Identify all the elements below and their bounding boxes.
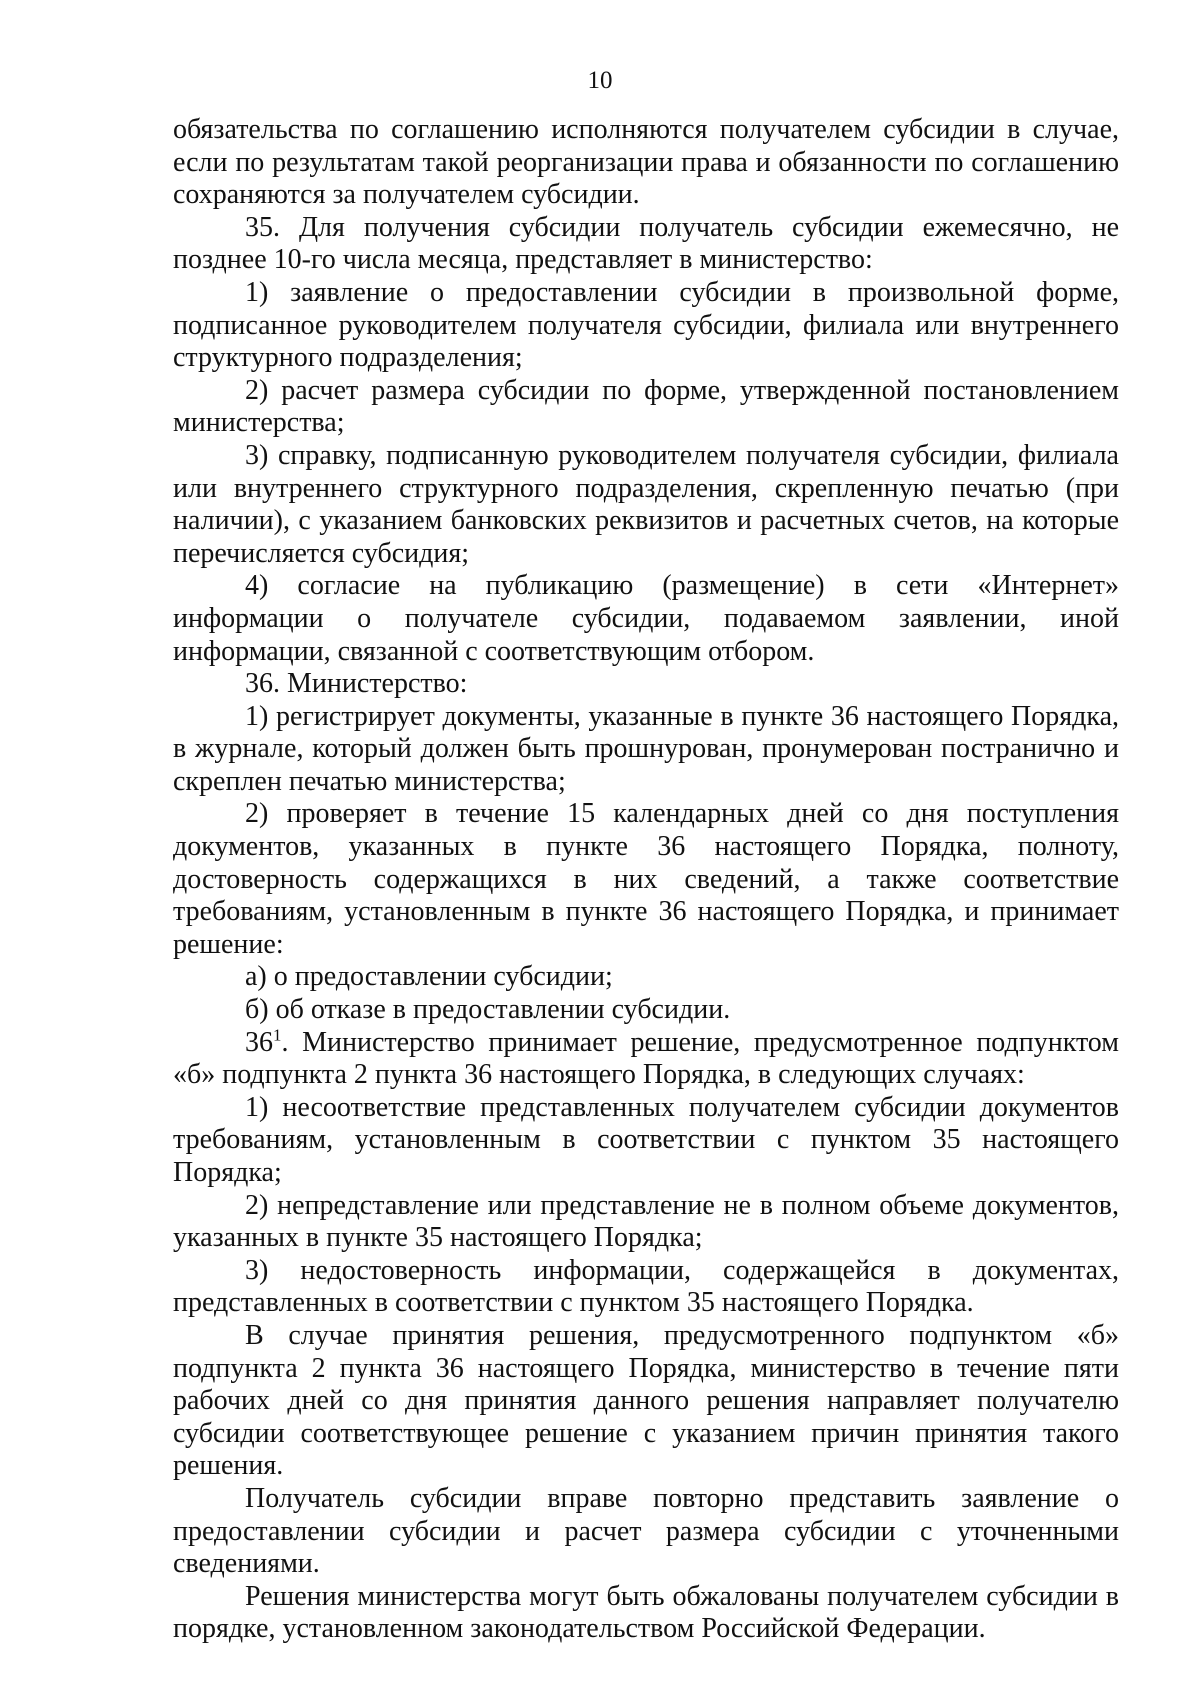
paragraph-appeal: Решения министерства могут быть обжалованы получателем субсидии в порядке, установленном законодательством Российской Федерации. — [173, 1580, 1119, 1645]
paragraph-case-1: 1) несоответствие представленных получателем субсидии документов требованиям, установленным в соответствии с пунктом 35 настоящего Порядка; — [173, 1091, 1119, 1188]
paragraph-item-36: 36. Министерство: — [245, 668, 468, 700]
paragraph-case-2: 2) непредставление или представление не в полном объеме документов, указанных в пункте 35 настоящего Порядка; — [173, 1189, 1119, 1254]
page-number: 10 — [587, 67, 613, 94]
paragraph-item-35-2: 2) расчет размера субсидии по форме, утвержденной постановлением министерства; — [173, 374, 1119, 439]
paragraph-item-36-2-a: а) о предоставлении субсидии; — [245, 961, 613, 993]
paragraph-item-35-4: 4) согласие на публикацию (размещение) в сети «Интернет» информации о получателе субсидии, подаваемом заявлении, иной информации, связанной с соответствующим отбором. — [173, 570, 1119, 667]
paragraph-resubmission: Получатель субсидии вправе повторно представить заявление о предоставлении субсидии и расчет размера субсидии с уточненными сведениями. — [173, 1482, 1119, 1580]
paragraph-continuation: обязательства по соглашению исполняются получателем субсидии в случае, если по результатам такой реорганизации права и обязанности по соглашению сохраняются за получателем субсидии. — [173, 114, 1119, 211]
paragraph-item-36-1: 1) регистрирует документы, указанные в пункте 36 настоящего Порядка, в журнале, который должен быть прошнурован, пронумерован постранично и скреплен печатью министерства; — [173, 700, 1119, 797]
paragraph-item-36-2: 2) проверяет в течение 15 календарных дней со дня поступления документов, указанных в пункте 36 настоящего Порядка, полноту, достоверность содержащихся в них сведений, а также соответствие требованиям, установленным в пункте 36 настоящего Порядка, и принимает решение: — [173, 798, 1119, 960]
document-body — [173, 114, 1119, 1646]
paragraph-item-36-2-b: б) об отказе в предоставлении субсидии. — [245, 994, 731, 1026]
paragraph-refusal-notice: В случае принятия решения, предусмотренного подпунктом «б» подпункта 2 пункта 36 настоящего Порядка, министерство в течение пяти рабочих дней со дня принятия данного решения направляет получателю субсидии соответствующее решение с указанием причин принятия такого решения. — [173, 1319, 1119, 1482]
item-text: . Министерство принимает решение, предусмотренное подпунктом «б» подпункта 2 пункта 36 настоящего Порядка, в следующих случаях: — [173, 1026, 1119, 1091]
superscript-index: 1 — [273, 1025, 282, 1045]
paragraph-case-3: 3) недостоверность информации, содержащейся в документах, представленных в соответствии с пунктом 35 настоящего Порядка. — [173, 1254, 1119, 1319]
item-number: 36 — [245, 1026, 273, 1058]
paragraph-item-36-sup-1 — [173, 1027, 1119, 1092]
paragraph-item-35: 35. Для получения субсидии получатель субсидии ежемесячно, не позднее 10-го числа месяца, представляет в министерство: — [173, 211, 1119, 276]
paragraph-item-35-1: 1) заявление о предоставлении субсидии в произвольной форме, подписанное руководителем получателя субсидии, филиала или внутреннего структурного подразделения; — [173, 276, 1119, 374]
paragraph-item-35-3: 3) справку, подписанную руководителем получателя субсидии, филиала или внутреннего структурного подразделения, скрепленную печатью (при наличии), с указанием банковских реквизитов и расчетных счетов, на которые перечисляется субсидия; — [173, 439, 1119, 569]
